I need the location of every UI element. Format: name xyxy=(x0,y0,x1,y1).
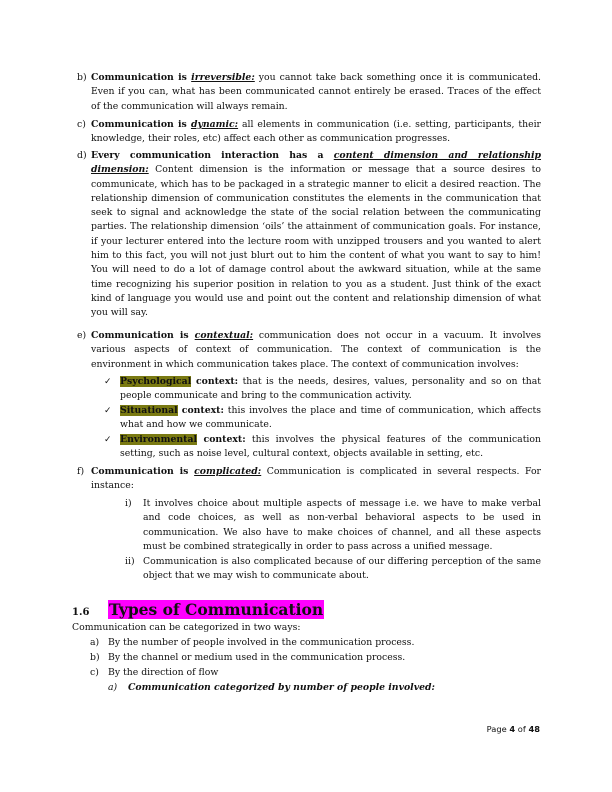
item-keyword: irreversible: xyxy=(191,72,255,83)
item-text: Communication is complicated in several respects. For instance: xyxy=(91,466,541,492)
subitem-label: ii) xyxy=(125,556,135,567)
item-keyword: complicated: xyxy=(194,466,262,477)
list-item-dynamic xyxy=(77,118,541,147)
subsection-heading xyxy=(108,681,435,695)
item-lead: Communication is xyxy=(91,72,192,83)
context-text: that is the needs, desires, values, personality and so on that people communicate and bring to the communication activity. xyxy=(120,376,541,402)
section-heading xyxy=(72,600,324,620)
checkmark-icon: ✓ xyxy=(104,406,112,416)
way-text: By the number of people involved in the communication process. xyxy=(108,637,415,648)
list-item-content-relationship xyxy=(77,149,542,321)
context-label: context: xyxy=(197,434,246,445)
way-item-number xyxy=(90,636,415,650)
item-label: c) xyxy=(77,119,86,130)
way-text: By the direction of flow xyxy=(108,667,219,678)
context-highlight: Environmental xyxy=(120,434,197,445)
context-highlight: Situational xyxy=(120,405,178,416)
footer-sep: of xyxy=(515,724,529,734)
item-text: communication does not occur in a vacuum. It involves various aspects of context of communication. The context of communication is the environment in which communication takes place. The context of communication involves: xyxy=(91,330,541,370)
item-text: all elements in communication (i.e. setting, participants, their knowledge, their roles, etc) affect each other as communication progresses. xyxy=(91,119,541,145)
item-keyword: content dimension and relationship dimension: xyxy=(91,150,542,176)
context-label: context: xyxy=(191,376,239,387)
item-label: f) xyxy=(77,466,85,477)
item-label: b) xyxy=(77,72,87,83)
subitem-choice xyxy=(125,497,541,554)
item-lead: Every communication interaction has a xyxy=(91,150,334,161)
item-lead: Communication is xyxy=(91,330,195,341)
item-keyword: contextual: xyxy=(194,330,254,341)
context-item-psychological xyxy=(104,375,541,404)
section-title: Types of Communication xyxy=(109,600,324,619)
list-item-complicated xyxy=(77,465,541,494)
subsection-label: a) xyxy=(108,682,118,693)
context-text: this involves the place and time of communication, which affects what and how we communicate. xyxy=(120,405,541,431)
footer-prefix: Page xyxy=(486,724,510,734)
way-item-direction xyxy=(90,666,219,680)
section-number: 1.6 xyxy=(72,607,90,618)
context-text: this involves the physical features of the communication setting, such as noise level, cultural context, objects available in setting, etc. xyxy=(120,434,541,460)
way-item-channel xyxy=(90,651,406,665)
list-item-irreversible xyxy=(77,71,541,114)
subitem-label: i) xyxy=(125,498,132,509)
checkmark-icon: ✓ xyxy=(104,435,112,445)
page-footer xyxy=(487,724,540,734)
item-keyword: dynamic: xyxy=(190,119,239,130)
item-label: e) xyxy=(77,330,87,341)
section-intro: Communication can be categorized in two ways: xyxy=(72,622,301,633)
item-text: Content dimension is the information or message that a source desires to communicate, which has to be packaged in a strategic manner to elicit a desired reaction. The relationship dimension of communication constitutes the elements in the communication that seek to signal and acknowledge the state of the social relation between the communicating parties. The relationship dimension ‘oils’ the attainment of communication goals. For instance, if your lecturer entered into the lecture room with unzipped trousers and you wanted to alert him to this fact, you will not just blurt out to him the content of what you want to say to him! You will need to do a lot of damage control about the awkward situation, while at the same time recognizing his superior position in relation to you as a student. Just think of the exact kind of language you would use and point out the content and relationship dimension of what you will say. xyxy=(91,164,541,319)
subitem-perception xyxy=(125,555,541,584)
item-label: d) xyxy=(77,150,87,161)
item-lead: Communication is xyxy=(91,119,191,130)
context-highlight: Psychological xyxy=(120,376,192,387)
subitem-text: It involves choice about multiple aspects of message i.e. we have to make verbal and code choices, as well as non-verbal behavioral aspects to be used in communication. We also have to make choices of channel, and all these aspects must be combined strategically in order to pass across a unified message. xyxy=(143,498,541,552)
page-total: 48 xyxy=(528,724,540,734)
way-text: By the channel or medium used in the communication process. xyxy=(108,652,406,663)
way-label: b) xyxy=(90,652,100,663)
context-label: context: xyxy=(177,405,224,416)
way-label: c) xyxy=(90,667,99,678)
item-lead: Communication is xyxy=(91,466,195,477)
checkmark-icon: ✓ xyxy=(104,377,112,387)
list-item-contextual xyxy=(77,329,541,372)
subitem-text: Communication is also complicated because of our differing perception of the same object that we may wish to communicate about. xyxy=(143,556,541,582)
context-item-environmental xyxy=(104,433,541,462)
page-current: 4 xyxy=(509,724,516,734)
subsection-text: Communication categorized by number of people involved: xyxy=(128,682,435,693)
way-label: a) xyxy=(90,637,100,648)
context-item-situational xyxy=(104,404,541,433)
item-text: you cannot take back something once it is communicated. Even if you can, what has been communicated cannot entirely be erased. Traces of the effect of the communication will always remain. xyxy=(91,72,541,112)
